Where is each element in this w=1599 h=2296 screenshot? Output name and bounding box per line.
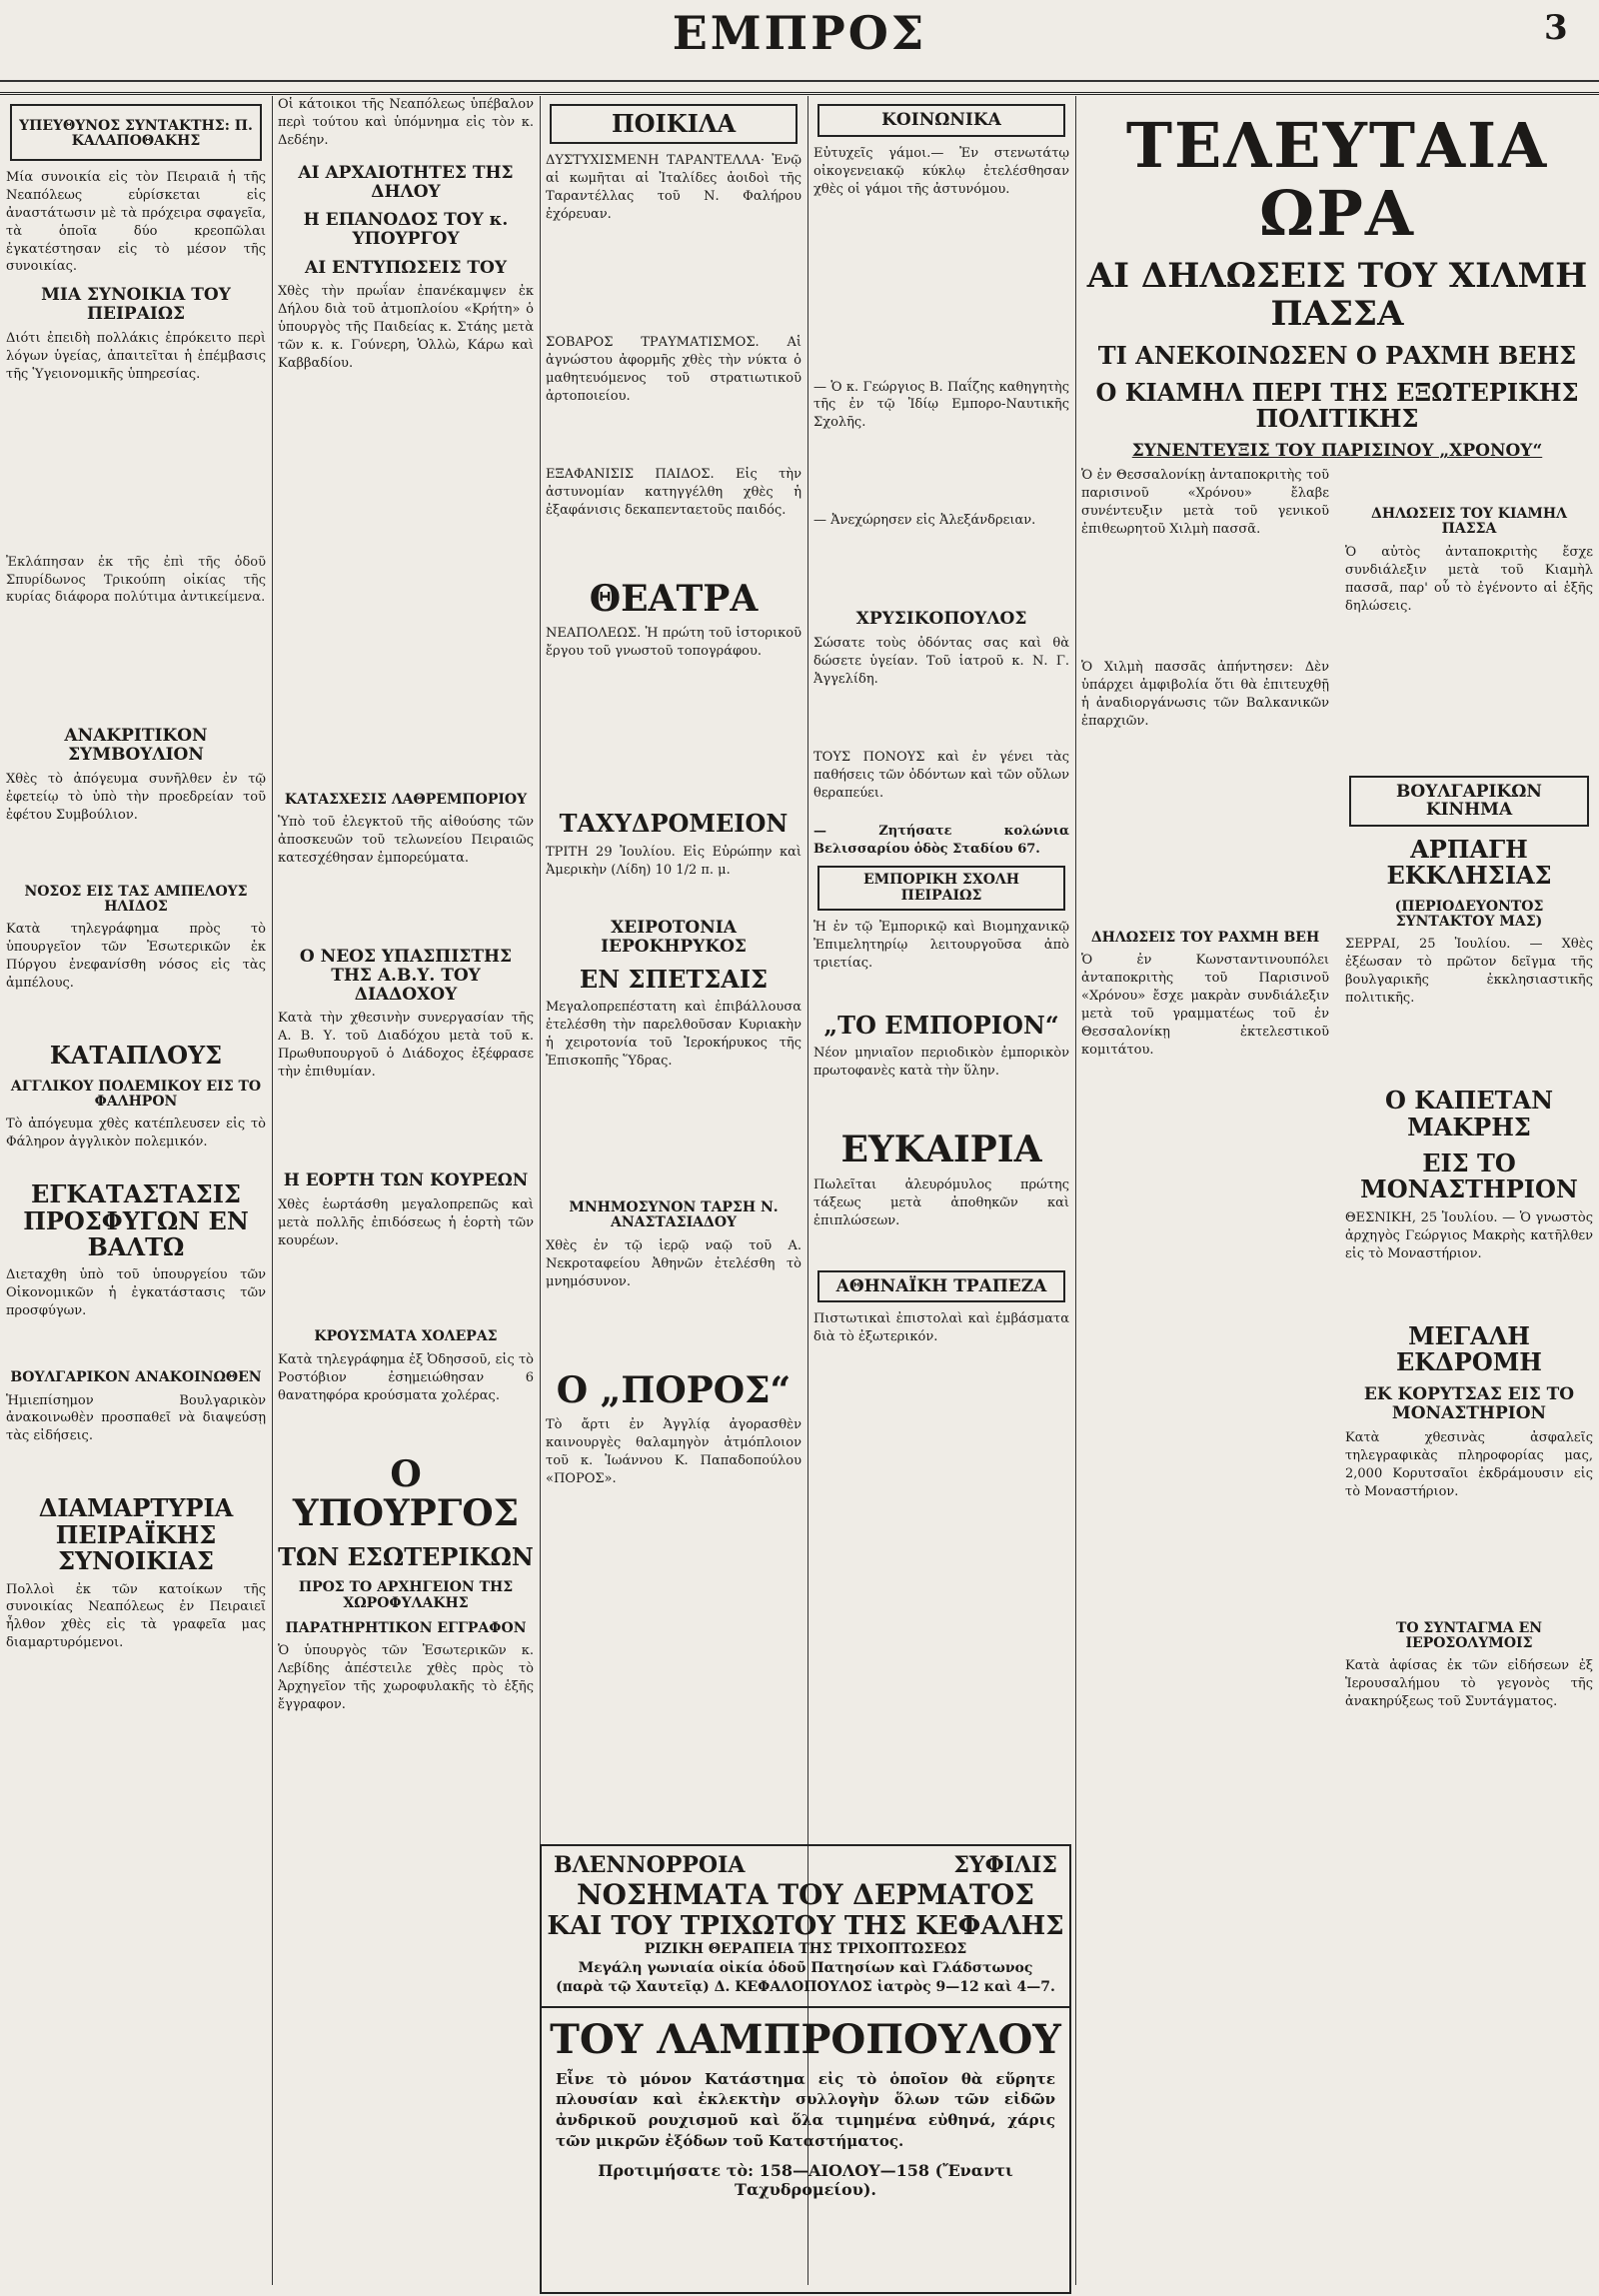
article-text: Οἱ κάτοικοι τῆς Νεαπόλεως ὑπέβαλον περὶ τούτου καὶ ὑπόμνημα εἰς τὸν κ. Δεδέην. bbox=[278, 97, 534, 148]
interview-heading: ΣΥΝΕΝΤΕΥΞΙΣ ΤΟΥ ΠΑΡΙΣΙΝΟΥ „ΧΡΟΝΟΥ“ bbox=[1131, 441, 1543, 462]
ad-text: ΡΙΖΙΚΗ ΘΕΡΑΠΕΙΑ ΤΗΣ ΤΡΙΧΟΠΤΩΣΕΩΣ bbox=[644, 1941, 967, 1957]
article-subheading: (ΠΕΡΙΟΔΕΥΟΝΤΟΣ ΣΥΝΤΑΚΤΟΥ ΜΑΣ) bbox=[1394, 898, 1544, 931]
article-heading: ΔΗΛΩΣΕΙΣ ΤΟΥ ΚΙΑΜΗΛ ΠΑΣΣΑ bbox=[1371, 506, 1567, 538]
article-text: Ἐκλάπησαν ἐκ τῆς ἐπὶ τῆς ὁδοῦ Σπυρίδωνος Τρικούπη οἰκίας τῆς κυρίας διάφορα πολύτιμα ἀντικείμενα. bbox=[6, 554, 266, 606]
advertisements bbox=[540, 1844, 1071, 2294]
column-rule bbox=[1075, 96, 1076, 2285]
column-3 bbox=[546, 96, 801, 1835]
article-text: Χθὲς τὴν πρωΐαν ἐπανέκαμψεν ἐκ Δήλου διὰ τοῦ ἀτμοπλοίου «Κρήτη» ὁ ὑπουργὸς τῆς Παιδείας κ. Στάης μετὰ τῶν κ. κ. Γούνερη, Ὁλλὼ, Κάρω καὶ Καββαδίου. bbox=[278, 284, 534, 371]
article-text: Κατὰ τὴν χθεσινὴν συνεργασίαν τῆς Α. Β. Υ. τοῦ Διαδόχου μετὰ τοῦ κ. Πρωθυπουργοῦ ὁ Διάδοχος ἐξέφρασε τὴν ἐπιθυμίαν. bbox=[278, 1011, 534, 1081]
ad-headline: ΝΟΣΗΜΑΤΑ ΤΟΥ ΔΕΡΜΑΤΟΣ bbox=[576, 1878, 1035, 1911]
article-text: ΤΟΥΣ ΠΟΝΟΥΣ καὶ ἐν γένει τὰς παθήσεις τῶν ὀδόντων καὶ τῶν οὔλων θεραπεύει. bbox=[813, 749, 1069, 801]
article-subheading: ΑΙ ΕΝΤΥΠΩΣΕΙΣ ΤΟΥ bbox=[305, 257, 507, 278]
article-text: Ὁ ὑπουργὸς τῶν Ἐσωτερικῶν κ. Λεβίδης ἀπέστειλε χθὲς πρὸς τὸ Ἀρχηγεῖον τῆς χωροφυλακῆς τὸ ἑξῆς ἔγγραφον. bbox=[278, 1643, 534, 1713]
article-text: Μία συνοικία εἰς τὸν Πειραιᾶ ἡ τῆς Νεαπόλεως εὑρίσκεται εἰς ἀναστάτωσιν μὲ τὰ πρόχειρα σφαγεῖα, τὰ ὁποῖα δύο κρεοπῶλαι ἐγκατέστησαν εἰς τὸ μέσον τῆς συνοικίας. bbox=[6, 169, 266, 275]
article-text: Ὁ Χιλμὴ πασσᾶς ἀπήντησεν: Δὲν ὑπάρχει ἀμφιβολία ὅτι θὰ ἐπιτευχθῇ ἡ ἀναδιοργάνωσις τῶν Βαλκανικῶν ἐπαρχιῶν. bbox=[1081, 659, 1329, 729]
latest-news-left bbox=[1081, 467, 1329, 1711]
main-subheadline: Ο ΚΙΑΜΗΛ ΠΕΡΙ ΤΗΣ ΕΞΩΤΕΡΙΚΗΣ ΠΟΛΙΤΙΚΗΣ bbox=[1095, 377, 1579, 433]
article-text: ΣΕΡΡΑΙ, 25 Ἰουλίου. — Χθὲς ἐξέωσαν τὸ πρῶτον δεῖγμα τῆς βουλγαρικῆς ἐκκλησιαστικῆς πολιτικῆς. bbox=[1345, 937, 1593, 1007]
article-text: Ἡμιεπίσημον Βουλγαρικὸν ἀνακοινωθὲν προσπαθεῖ νὰ διαψεύσῃ τὰς εἰδήσεις. bbox=[6, 1392, 266, 1444]
article-heading: ΚΑΤΑΠΛΟΥΣ bbox=[49, 1041, 223, 1071]
article-heading: ΑΘΗΝΑΪΚΗ ΤΡΑΠΕΖΑ bbox=[835, 1275, 1047, 1296]
ad-text: Προτιμήσατε τὸ: 158—ΑΙΟΛΟΥ—158 (Ἔναντι Ταχυδρομείου). bbox=[598, 2161, 1013, 2200]
ad-text: ΣΥΦΙΛΙΣ bbox=[953, 1852, 1057, 1878]
main-headline: ΑΙ ΔΗΛΩΣΕΙΣ ΤΟΥ ΧΙΛΜΗ ΠΑΣΣΑ bbox=[1086, 256, 1588, 334]
article-text: Ὁ αὐτὸς ἀνταποκριτὴς ἔσχε συνδιάλεξιν μετὰ τοῦ Κιαμὴλ πασσᾶ, παρ' οὗ τὸ ἐγένοντο αἱ ἑξῆς δηλώσεις. bbox=[1345, 544, 1593, 614]
article-heading: ΔΗΛΩΣΕΙΣ ΤΟΥ ΡΑΧΜΗ ΒΕΗ bbox=[1090, 929, 1320, 946]
article-text: — Ἀνεχώρησεν εἰς Ἀλεξάνδρειαν. bbox=[813, 513, 1036, 529]
article-text: Πιστωτικαὶ ἐπιστολαὶ καὶ ἐμβάσματα διὰ τὸ ἐξωτερικόν. bbox=[813, 1311, 1069, 1345]
article-heading: ΤΟ ΣΥΝΤΑΓΜΑ ΕΝ ΙΕΡΟΣΟΛΥΜΟΙΣ bbox=[1395, 1619, 1543, 1651]
column-1 bbox=[6, 96, 266, 2285]
article-heading: Ο ΝΕΟΣ ΥΠΑΣΠΙΣΤΗΣ ΤΗΣ Α.Β.Υ. ΤΟΥ ΔΙΑΔΟΧΟΥ bbox=[299, 947, 513, 1005]
article-text: ΝΕΑΠΟΛΕΩΣ. Ἡ πρώτη τοῦ ἱστορικοῦ ἔργου τοῦ γνωστοῦ τοπογράφου. bbox=[546, 626, 801, 660]
article-heading: ΜΝΗΜΟΣΥΝΟΝ ΤΑΡΣΗ Ν. ΑΝΑΣΤΑΣΙΑΔΟΥ bbox=[569, 1198, 779, 1231]
article-text: Μεγαλοπρεπέστατη καὶ ἐπιβάλλουσα ἐτελέσθη τὴν παρελθοῦσαν Κυριακὴν ἡ χειροτονία τοῦ Ἱεροκήρυκος τῆς Ἐπισκοπῆς Ὕδρας. bbox=[546, 1000, 801, 1070]
article-text: Τὸ ἀπόγευμα χθὲς κατέπλευσεν εἰς τὸ Φάληρον ἀγγλικὸν πολεμικόν. bbox=[6, 1117, 266, 1150]
article-heading: ΚΡΟΥΣΜΑΤΑ ΧΟΛΕΡΑΣ bbox=[314, 1328, 498, 1345]
article-heading: ΑΙ ΑΡΧΑΙΟΤΗΤΕΣ ΤΗΣ ΔΗΛΟΥ bbox=[298, 162, 514, 202]
masthead-rule bbox=[0, 80, 1599, 82]
section-box bbox=[817, 104, 1065, 137]
article-text: Κατὰ τηλεγράφημα πρὸς τὸ ὑπουργεῖον τῶν Ἐσωτερικῶν ἐκ Πύργου ἐνεφανίσθη νόσος εἰς τὰς ἀμπέλους. bbox=[6, 922, 266, 992]
masthead bbox=[0, 0, 1599, 95]
article-subheading: ΑΓΓΛΙΚΟΥ ΠΟΛΕΜΙΚΟΥ ΕΙΣ ΤΟ ΦΑΛΗΡΟΝ bbox=[10, 1078, 262, 1110]
column-rule bbox=[272, 96, 273, 2285]
section-heading: ΠΟΙΚΙΛΑ bbox=[611, 109, 737, 138]
article-heading: ΧΕΙΡΟΤΟΝΙΑ ΙΕΡΟΚΗΡΥΚΟΣ bbox=[601, 918, 747, 958]
article-text: Κατὰ χθεσινὰς ἀσφαλεῖς τηλεγραφικὰς πληροφορίας μας, 2,000 Κορυτσαῖοι ἐκδράμουσιν εἰς τὸ Μοναστήριον. bbox=[1345, 1429, 1593, 1499]
article-heading: Ο ΥΠΟΥΡΓΟΣ bbox=[292, 1452, 520, 1535]
article-heading: ΝΟΣΟΣ ΕΙΣ ΤΑΣ ΑΜΠΕΛΟΥΣ ΗΛΙΔΟΣ bbox=[24, 883, 248, 915]
ad-headline: ΤΟΥ ΛΑΜΠΡΟΠΟΥΛΟΥ bbox=[550, 2015, 1061, 2063]
article-heading: ΕΓΚΑΤΑΣΤΑΣΙΣ ΠΡΟΣΦΥΓΩΝ ΕΝ ΒΑΛΤΩ bbox=[23, 1179, 249, 1261]
article-text: Σώσατε τοὺς ὀδόντας σας καὶ θὰ δώσετε ὑγείαν. Τοῦ ἱατροῦ κ. Ν. Γ. Ἀγγελίδη. bbox=[813, 635, 1069, 687]
article-subheading: ΕΙΣ ΤΟ ΜΟΝΑΣΤΗΡΙΟΝ bbox=[1360, 1148, 1578, 1204]
article-text: Χθὲς τὸ ἀπόγευμα συνῆλθεν ἐν τῷ ἐφετείῳ τὸ ὑπὸ τὴν προεδρείαν τοῦ ἐφέτου Συμβούλιον. bbox=[6, 771, 266, 823]
article-text: Ὁ ἐν Θεσσαλονίκῃ ἀνταποκριτὴς τοῦ παρισινοῦ «Χρόνου» ἔλαβε συνέντευξιν μετὰ τοῦ γενικοῦ ἐπιθεωρητοῦ Χιλμὴ πασσᾶ. bbox=[1081, 468, 1329, 537]
article-subheading: ΕΝ ΣΠΕΤΣΑΙΣ bbox=[579, 964, 769, 994]
article-text: Νέον μηνιαῖον περιοδικὸν ἐμπορικὸν πρωτοφανὲς κατὰ τὴν ὕλην. bbox=[813, 1046, 1069, 1080]
article-heading: ΧΡΥΣΙΚΟΠΟΥΛΟΣ bbox=[855, 609, 1027, 630]
ad-text: Μεγάλη γωνιαία οἰκία ὁδοῦ Πατησίων καὶ Γλάδστωνος (παρὰ τῷ Χαυτεῖᾳ) Δ. ΚΕΦΑΛΟΠΟΥΛΟΣ ἰατρὸς 9—12 καὶ 4—7. bbox=[556, 1960, 1055, 1996]
article-subheading: ΕΚ ΚΟΡΥΤΣΑΣ ΕΙΣ ΤΟ ΜΟΝΑΣΤΗΡΙΟΝ bbox=[1363, 1384, 1575, 1424]
article-heading: ΜΙΑ ΣΥΝΟΙΚΙΑ ΤΟΥ ΠΕΙΡΑΙΩΣ bbox=[41, 285, 231, 325]
article-heading-box bbox=[817, 866, 1065, 911]
ad-top-row bbox=[542, 1846, 1069, 1878]
editor-box bbox=[10, 104, 262, 161]
article-text: Εὐτυχεῖς γάμοι.— Ἐν στενωτάτῳ οἰκογενειακῷ κύκλῳ ἐτελέσθησαν χθὲς οἱ γάμοι τῆς ἀστυνόμου. bbox=[813, 145, 1069, 197]
section-heading: ΤΑΧΥΔΡΟΜΕΙΟΝ bbox=[559, 809, 789, 839]
article-heading: „ΤΟ ΕΜΠΟΡΙΟΝ“ bbox=[823, 1011, 1059, 1041]
article-subheading: Η ΕΠΑΝΟΔΟΣ ΤΟΥ κ. ΥΠΟΥΡΓΟΥ bbox=[303, 210, 509, 249]
ad-text: Εἶνε τὸ μόνον Κατάστημα εἰς τὸ ὁποῖον θὰ εὕρητε πλουσίαν καὶ ἐκλεκτὴν συλλογὴν ὅλων τῶν εἰδῶν ἀνδρικοῦ ρουχισμοῦ καὶ ὅλα τιμημένα εὐθηνά, χάρις τῶν μικρῶν ἐξόδων τοῦ Καταστήματος. bbox=[556, 2069, 1055, 2150]
article-heading: Ο ΚΑΠΕΤΑΝ ΜΑΚΡΗΣ bbox=[1384, 1086, 1554, 1142]
ad-headline: ΚΑΙ ΤΟΥ ΤΡΙΧΩΤΟΥ ΤΗΣ ΚΕΦΑΛΗΣ bbox=[547, 1911, 1064, 1941]
latest-news-heading: ΤΕΛΕΥΤΑΙΑ ΩΡΑ bbox=[1125, 109, 1549, 251]
article-heading: ΒΟΥΛΓΑΡΙΚΟΝ ΑΝΑΚΟΙΝΩΘΕΝ bbox=[10, 1369, 262, 1386]
article-text: ΔΥΣΤΥΧΙΣΜΕΝΗ ΤΑΡΑΝΤΕΛΛΑ· Ἐνῷ αἱ κωμῆται αἱ Ἰταλίδες ἀοιδοὶ τῆς Ταραντέλλας τοῦ Ν. Φαλήρου ἐχόρευαν. bbox=[546, 153, 801, 223]
article-subheading: ΤΩΝ ΕΣΩΤΕΡΙΚΩΝ bbox=[278, 1541, 534, 1571]
latest-news-right bbox=[1345, 467, 1593, 1711]
article-text: Κατὰ τηλεγράφημα ἐξ Ὀδησσοῦ, εἰς τὸ Ροστόβιον ἐσημειώθησαν 6 θανατηφόρα κρούσματα χολέρας. bbox=[278, 1351, 534, 1403]
article-text: Διότι ἐπειδὴ πολλάκις ἐπρόκειτο περὶ λόγων ὑγείας, ἀπαιτεῖται ἡ ἐπέμβασις τῆς Ὑγειονομικῆς ὑπηρεσίας. bbox=[6, 330, 266, 382]
article-text: Ὁ ἐν Κωνσταντινουπόλει ἀνταποκριτὴς τοῦ Παρισινοῦ «Χρόνου» ἔσχε μακρὰν συνδιάλεξιν μετὰ τοῦ γραμματέως τοῦ ἐν Θεσσαλονίκῃ ἐκτελεστικοῦ κομιτάτου. bbox=[1081, 952, 1329, 1058]
article-text: Κατὰ ἀφίσας ἐκ τῶν εἰδήσεων ἐξ Ἱερουσαλήμου τὸ γεγονὸς τῆς ἀνακηρύξεως τοῦ Συντάγματος. bbox=[1345, 1658, 1593, 1710]
ad-text: ΒΛΕΝΝΟΡΡΟΙΑ bbox=[554, 1852, 746, 1878]
article-text: Διεταχθη ὑπὸ τοῦ ὑπουργείου τῶν Οἰκονομικῶν ἡ ἐγκατάστασις τῶν προσφύγων. bbox=[6, 1267, 266, 1319]
editor-heading: ΥΠΕΥΘΥΝΟΣ ΣΥΝΤΑΚΤΗΣ: Π. ΚΑΛΑΠΟΘΑΚΗΣ bbox=[19, 118, 253, 150]
article-heading: ΕΜΠΟΡΙΚΗ ΣΧΟΛΗ ΠΕΙΡΑΙΩΣ bbox=[863, 872, 1019, 904]
article-text: Ἡ ἐν τῷ Ἐμπορικῷ καὶ Βιομηχανικῷ Ἐπιμελητηρίῳ λειτουργοῦσα ἀπὸ τριετίας. bbox=[813, 920, 1069, 972]
article-heading: ΕΥΚΑΙΡΙΑ bbox=[840, 1129, 1042, 1171]
main-subheadline: ΤΙ ΑΝΕΚΟΙΝΩΣΕΝ Ο ΡΑΧΜΗ ΒΕΗΣ bbox=[1097, 341, 1577, 371]
page-number: 3 bbox=[1544, 8, 1568, 48]
article-subheading: ΑΡΠΑΓΗ ΕΚΚΛΗΣΙΑΣ bbox=[1386, 834, 1552, 891]
article-heading: ΒΟΥΛΓΑΡΙΚΩΝ ΚΙΝΗΜΑ bbox=[1396, 781, 1542, 821]
column-2 bbox=[278, 96, 534, 2285]
column-5 bbox=[1081, 96, 1593, 2285]
section-heading: ΘΕΑΤΡΑ bbox=[589, 577, 759, 620]
article-text: — Ζητήσατε κολώνια Βελισσαρίου ὁδὸς Σταδίου 67. bbox=[813, 823, 1069, 857]
article-text: ΤΡΙΤΗ 29 Ἰουλίου. Εἰς Εὐρώπην καὶ Ἀμερικὴν (Λίδη) 10 1/2 π. μ. bbox=[546, 844, 801, 878]
article-heading: ΑΝΑΚΡΙΤΙΚΟΝ ΣΥΜΒΟΥΛΙΟΝ bbox=[64, 726, 208, 766]
article-heading: Η ΕΟΡΤΗ ΤΩΝ ΚΟΥΡΕΩΝ bbox=[283, 1169, 529, 1190]
article-subheading: ΠΑΡΑΤΗΡΗΤΙΚΟΝ ΕΓΓΡΑΦΟΝ bbox=[285, 1620, 527, 1637]
article-text: ΣΟΒΑΡΟΣ ΤΡΑΥΜΑΤΙΣΜΟΣ. Αἱ ἀγνώστου ἀφορμῆς χθὲς τὴν νύκτα ὁ μαθητευόμενος τοῦ στρατιωτικοῦ ἀρτοποιείου. bbox=[546, 335, 801, 404]
article-text: Τὸ ἄρτι ἐν Ἀγγλίᾳ ἀγορασθὲν καινουργὲς θαλαμηγὸν ἀτμόπλοιον τοῦ κ. Ἰωάννου Κ. Παπαδοπούλου «ΠΟΡΟΣ». bbox=[546, 1417, 801, 1486]
article-text: Πολλοὶ ἐκ τῶν κατοίκων τῆς συνοικίας Νεαπόλεως ἐν Πειραιεῖ ἦλθον χθὲς εἰς τὰ γραφεῖα μας διαμαρτυρόμενοι. bbox=[6, 1581, 266, 1651]
ad-divider bbox=[542, 2006, 1069, 2008]
latest-news-body bbox=[1081, 467, 1593, 1711]
article-subheading: ΠΡΟΣ ΤΟ ΑΡΧΗΓΕΙΟΝ ΤΗΣ ΧΩΡΟΦΥΛΑΚΗΣ bbox=[298, 1579, 514, 1611]
section-box bbox=[550, 104, 798, 144]
article-text: Χθὲς ἐν τῷ ἱερῷ ναῷ τοῦ Α. Νεκροταφείου Ἀθηνῶν ἐτελέσθη τὸ μνημόσυνον. bbox=[546, 1237, 801, 1289]
article-heading: ΜΕΓΑΛΗ ΕΚΔΡΟΜΗ bbox=[1396, 1320, 1542, 1376]
article-text: ΘΕΣΝΙΚΗ, 25 Ἰουλίου. — Ὁ γνωστὸς ἀρχηγὸς Γεώργιος Μακρὴς κατῆλθεν εἰς τὸ Μοναστήριον. bbox=[1345, 1209, 1593, 1261]
article-text: — Ὁ κ. Γεώργιος Β. Παΐζης καθηγητὴς τῆς ἐν τῷ Ἰδίῳ Εμπορο-Ναυτικῆς Σχολῆς. bbox=[813, 379, 1069, 431]
article-text: ΕΞΑΦΑΝΙΣΙΣ ΠΑΙΔΟΣ. Εἰς τὴν ἀστυνομίαν κατηγγέλθη χθὲς ἡ ἐξαφάνισις δεκαπενταετοῦς παιδός. bbox=[546, 466, 801, 518]
article-heading: ΔΙΑΜΑΡΤΥΡΙΑ ΠΕΙΡΑΪΚΗΣ ΣΥΝΟΙΚΙΑΣ bbox=[38, 1493, 234, 1576]
article-heading: Ο „ΠΟΡΟΣ“ bbox=[556, 1368, 792, 1411]
article-heading-box bbox=[817, 1270, 1065, 1303]
article-text: Πωλεῖται ἀλευρόμυλος πρώτης τάξεως μετὰ ἀποθηκῶν καὶ ἐπιπλώσεων. bbox=[813, 1176, 1069, 1228]
newspaper-name: ΕΜΠΡΟΣ bbox=[672, 6, 927, 60]
article-heading-box bbox=[1349, 776, 1589, 827]
section-heading: ΚΟΙΝΩΝΙΚΑ bbox=[881, 110, 1001, 130]
article-text: Χθὲς ἑωρτάσθη μεγαλοπρεπῶς καὶ μετὰ πολλῆς ἐπιδόσεως ἡ ἑορτὴ τῶν κουρέων. bbox=[278, 1196, 534, 1248]
article-heading: ΚΑΤΑΣΧΕΣΙΣ ΛΑΘΡΕΜΠΟΡΙΟΥ bbox=[284, 791, 528, 808]
column-4 bbox=[813, 96, 1069, 1835]
article-text: Ὑπὸ τοῦ ἐλεγκτοῦ τῆς αἰθούσης τῶν ἀποσκευῶν τοῦ τελωνείου Πειραιῶς κατεσχέθησαν ἐμπορεύματα. bbox=[278, 815, 534, 867]
